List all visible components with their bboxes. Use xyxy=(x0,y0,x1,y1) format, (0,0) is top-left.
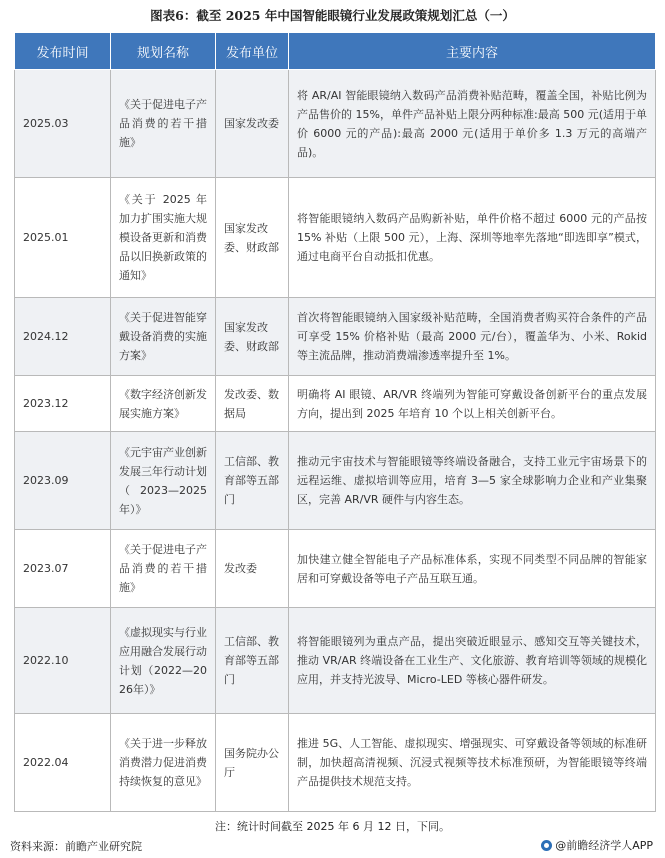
row-main-content: 将智能眼镜纳入数码产品购新补贴，单件价格不超过 6000 元的产品按 15% 补贴（上限 500 元），上海、深圳等地率先落地“即选即享”模式，通过电商平台自动抵扣优惠。 xyxy=(289,178,656,298)
row-plan-name: 《虚拟现实与行业应用融合发展行动计划（2022—2026年）》 xyxy=(111,608,216,714)
chart-title: 图表6：截至 2025 年中国智能眼镜行业发展政策规划汇总（一） xyxy=(150,8,515,23)
row-main-content: 加快建立健全智能电子产品标准体系，实现不同类型不同品牌的智能家居和可穿戴设备等电子产品互联互通。 xyxy=(289,530,656,608)
row-main-content: 将 AR/AI 智能眼镜纳入数码产品消费补贴范畴，覆盖全国，补贴比例为产品售价的 15%，单件产品补贴上限分两种标准:最高 500 元(适用于单价 6000 元的产品):最高 2000 元(适用于单价多 1.3 万元的高端产品)。 xyxy=(289,70,656,178)
row-date: 2023.07 xyxy=(15,530,111,608)
row-main-content: 明确将 AI 眼镜、AR/VR 终端列为智能可穿戴设备创新平台的重点发展方向，提出到 2025 年培育 10 个以上相关创新平台。 xyxy=(289,376,656,432)
table-row xyxy=(15,608,656,714)
header-date: 发布时间 xyxy=(15,33,111,70)
row-plan-name: 《关于 2025 年加力扩围实施大规模设备更新和消费品以旧换新政策的通知》 xyxy=(111,178,216,298)
header-main-content: 主要内容 xyxy=(289,33,656,70)
table-row xyxy=(15,70,656,178)
header-issuer: 发布单位 xyxy=(216,33,289,70)
row-issuer: 国家发改委 xyxy=(216,70,289,178)
row-date: 2023.09 xyxy=(15,432,111,530)
row-plan-name: 《数字经济创新发展实施方案》 xyxy=(111,376,216,432)
row-date: 2022.04 xyxy=(15,714,111,812)
qianzhan-logo-icon xyxy=(541,840,552,851)
table-row xyxy=(15,376,656,432)
row-main-content: 推动元宇宙技术与智能眼镜等终端设备融合，支持工业元宇宙场景下的远程运维、虚拟培训等应用，培育 3—5 家全球影响力企业和产业集聚区，完善 AR/VR 硬件与内容生态。 xyxy=(289,432,656,530)
row-issuer: 国家发改委、财政部 xyxy=(216,178,289,298)
row-main-content: 首次将智能眼镜纳入国家级补贴范畴，全国消费者购买符合条件的产品可享受 15% 价格补贴（最高 2000 元/台），覆盖华为、小米、Rokid 等主流品牌，推动消费端渗透率提升至 1%。 xyxy=(289,298,656,376)
table-header-row xyxy=(15,33,656,70)
row-plan-name: 《关于促进智能穿戴设备消费的实施方案》 xyxy=(111,298,216,376)
table-row xyxy=(15,298,656,376)
table-row xyxy=(15,714,656,812)
row-plan-name: 《关于促进电子产品消费的若干措施》 xyxy=(111,530,216,608)
row-issuer: 国务院办公厅 xyxy=(216,714,289,812)
data-source: 资料来源：前瞻产业研究院 xyxy=(10,840,142,853)
header-plan-name: 规划名称 xyxy=(111,33,216,70)
row-issuer: 发改委 xyxy=(216,530,289,608)
row-main-content: 推进 5G、人工智能、虚拟现实、增强现实、可穿戴设备等领域的标准研制，加快超高清视频、沉浸式视频等技术标准预研，为智能眼镜等终端产品提供技术规范支持。 xyxy=(289,714,656,812)
row-main-content: 将智能眼镜列为重点产品，提出突破近眼显示、感知交互等关键技术，推动 VR/AR 终端设备在工业生产、文化旅游、教育培训等领域的规模化应用，并支持光波导、Micro-LED 等核心器件研发。 xyxy=(289,608,656,714)
brand-credit xyxy=(541,837,653,853)
brand-label: @前瞻经济学人APP xyxy=(555,839,653,852)
row-date: 2023.12 xyxy=(15,376,111,432)
row-date: 2024.12 xyxy=(15,298,111,376)
table-row xyxy=(15,432,656,530)
row-issuer: 国家发改委、财政部 xyxy=(216,298,289,376)
row-issuer: 发改委、数据局 xyxy=(216,376,289,432)
policy-table xyxy=(14,32,656,812)
row-date: 2025.01 xyxy=(15,178,111,298)
statistics-note: 注：统计时间截至 2025 年 6 月 12 日，下同。 xyxy=(215,820,450,833)
row-plan-name: 《关于进一步释放消费潜力促进消费持续恢复的意见》 xyxy=(111,714,216,812)
row-date: 2022.10 xyxy=(15,608,111,714)
row-plan-name: 《关于促进电子产品消费的若干措施》 xyxy=(111,70,216,178)
row-issuer: 工信部、教育部等五部门 xyxy=(216,432,289,530)
row-plan-name: 《元宇宙产业创新发展三年行动计划（2023—2025 年）》 xyxy=(111,432,216,530)
table-row xyxy=(15,178,656,298)
row-date: 2025.03 xyxy=(15,70,111,178)
row-issuer: 工信部、教育部等五部门 xyxy=(216,608,289,714)
table-row xyxy=(15,530,656,608)
